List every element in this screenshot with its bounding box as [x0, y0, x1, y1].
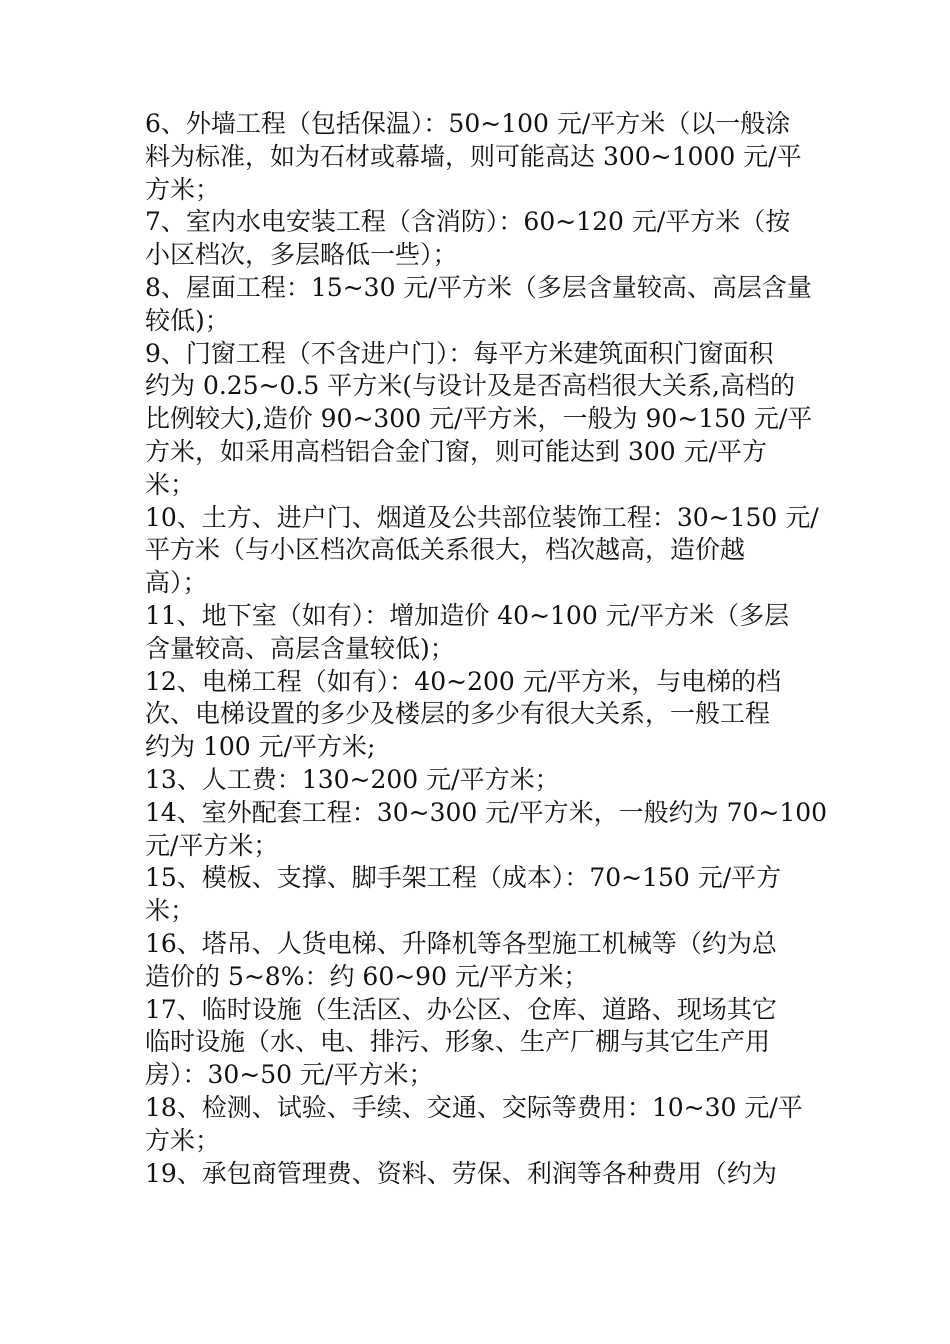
text-line: 17、临时设施（生活区、办公区、仓库、道路、现场其它: [145, 994, 777, 1024]
text-line: 米；: [145, 469, 196, 499]
text-line: 含量较高、高层含量较低)；: [145, 633, 455, 663]
text-line: 比例较大),造价 90~300 元/平方米，一般为 90~150 元/平: [145, 404, 813, 434]
text-line: 小区档次，多层略低一些）；: [145, 240, 458, 270]
text-line: 方米，如采用高档铝合金门窗，则可能达到 300 元/平方: [145, 436, 768, 466]
text-line: 方米；: [145, 1125, 221, 1155]
text-line: 15、模板、支撑、脚手架工程（成本）：70~150 元/平方: [145, 863, 782, 893]
text-line: 11、地下室（如有）：增加造价 40~100 元/平方米（多层: [145, 600, 790, 630]
text-line: 高）；: [145, 568, 208, 598]
text-line: 方米；: [145, 174, 221, 204]
text-line: 16、塔吊、人货电梯、升降机等各型施工机械等（约为总: [145, 928, 777, 958]
text-line: 12、电梯工程（如有）：40~200 元/平方米，与电梯的档: [145, 666, 782, 696]
text-line: 临时设施（水、电、排污、形象、生产厂棚与其它生产用: [145, 1027, 771, 1057]
text-line: 较低)；: [145, 305, 230, 335]
text-line: 房）：30~50 元/平方米；: [145, 1060, 434, 1090]
text-line: 约为 100 元/平方米;: [145, 732, 376, 762]
text-line: 元/平方米；: [145, 830, 279, 860]
text-line: 18、检测、试验、手续、交通、交际等费用：10~30 元/平: [145, 1092, 803, 1122]
text-line: 19、承包商管理费、资料、劳保、利润等各种费用（约为: [145, 1158, 777, 1188]
text-line: 6、外墙工程（包括保温）：50~100 元/平方米（以一般涂: [145, 109, 791, 138]
text-line: 13、人工费：130~200 元/平方米；: [145, 764, 560, 794]
text-line: 10、土方、进户门、烟道及公共部位装饰工程：30~150 元/: [145, 502, 819, 532]
document-body: [145, 108, 828, 1190]
text-line: 14、室外配套工程：30~300 元/平方米，一般约为 70~100: [145, 797, 828, 827]
text-line: 7、室内水电安装工程（含消防）：60~120 元/平方米（按: [145, 207, 791, 237]
text-line: 米；: [145, 896, 196, 926]
text-line: 料为标准，如为石材或幕墙，则可能高达 300~1000 元/平: [145, 141, 802, 171]
text-line: 平方米（与小区档次高低关系很大，档次越高，造价越: [145, 535, 746, 565]
text-line: 造价的 5~8%：约 60~90 元/平方米；: [145, 961, 589, 991]
text-line: 9、门窗工程（不含进户门）：每平方米建筑面积门窗面积: [145, 338, 774, 368]
text-line: 次、电梯设置的多少及楼层的多少有很大关系，一般工程: [145, 699, 771, 729]
text-line: 8、屋面工程：15~30 元/平方米（多层含量较高、高层含量: [145, 272, 812, 302]
text-line: 约为 0.25~0.5 平方米(与设计及是否高档很大关系,高档的: [145, 371, 795, 401]
